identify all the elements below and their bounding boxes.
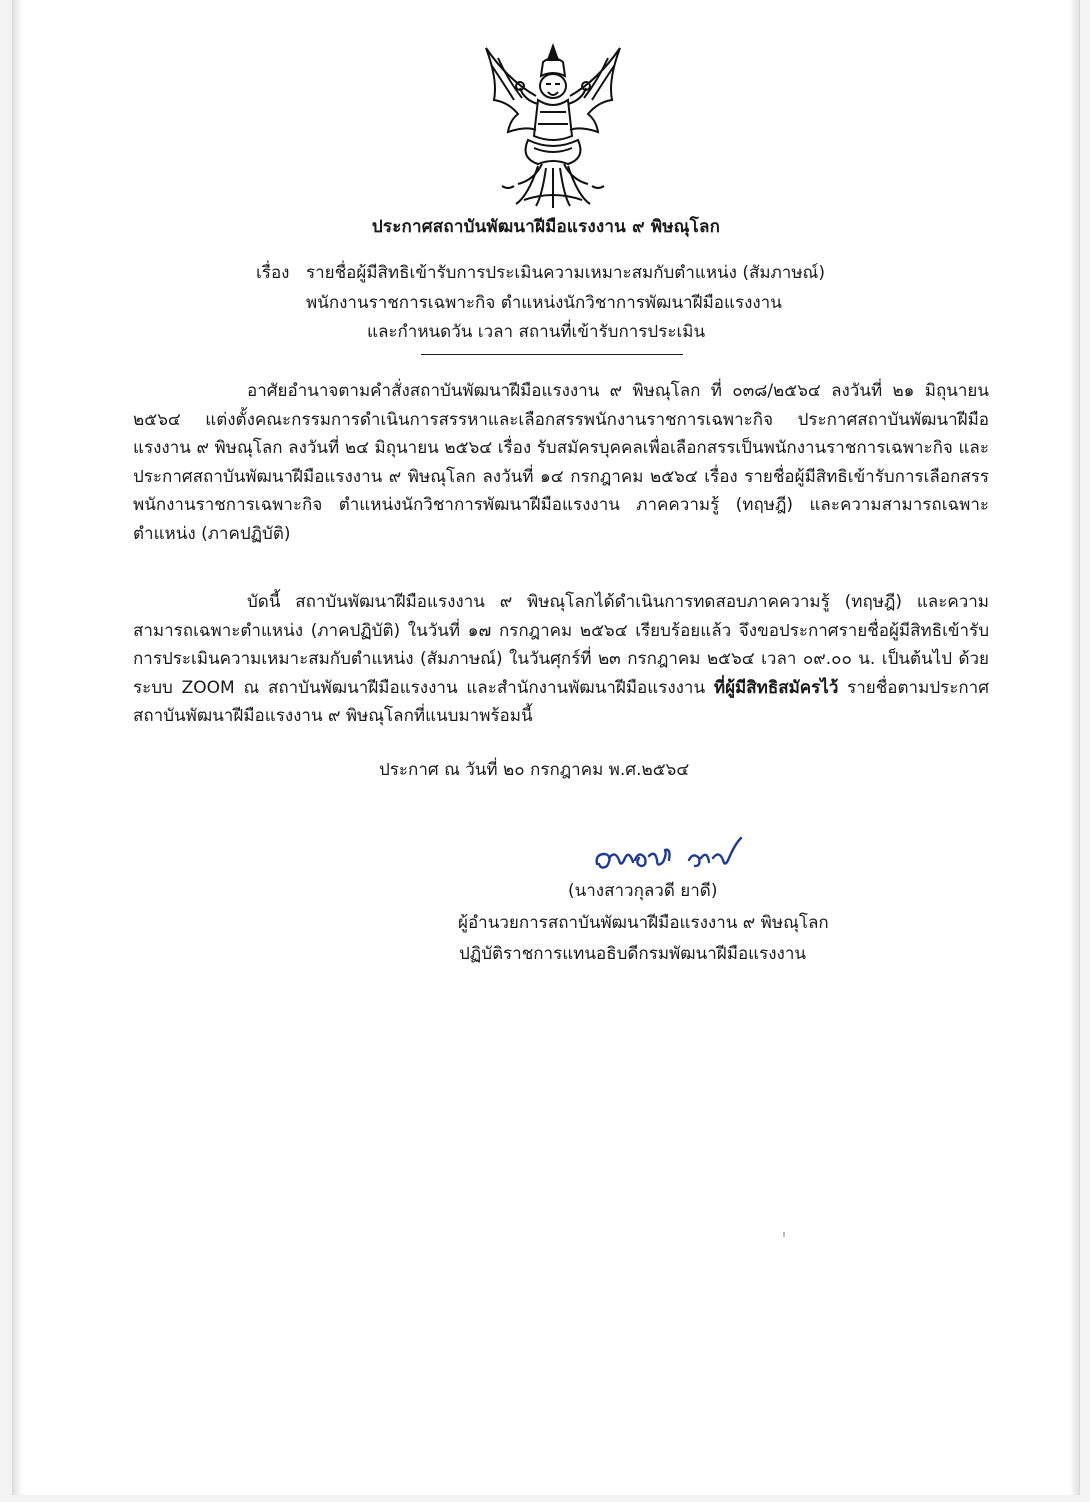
signer-title-2: ปฏิบัติราชการแทนอธิบดีกรมพัฒนาฝีมือแรงงาน bbox=[459, 944, 807, 964]
subject-line-3: และกำหนดวัน เวลา สถานที่เข้ารับการประเมิน bbox=[367, 322, 706, 342]
paragraph-1-text: อาศัยอำนาจตามคำสั่งสถาบันพัฒนาฝีมือแรงงาน ๙ พิษณุโลก ที่ ๐๓๘/๒๕๖๔ ลงวันที่ ๒๑ มิถุนายน ๒๕๖๔ แต่งตั้งคณะกรรมการดำเนินการสรรหาและเลือกสรรพนักงานราชการเฉพาะกิจ ประกาศสถาบันพัฒนาฝีมือแรงงาน ๙ พิษณุโลก ลงวันที่ ๒๔ มิถุนายน ๒๕๖๔ เรื่อง รับสมัครบุคคลเพื่อเลือกสรรเป็นพนักงานราชการเฉพาะกิจ และประกาศสถาบันพัฒนาฝีมือแรงงาน ๙ พิษณุโลก ลงวันที่ ๑๔ กรกฎาคม ๒๕๖๔ เรื่อง รายชื่อผู้มีสิทธิเข้ารับการเลือกสรรพนักงานราชการเฉพาะกิจ ตำแหน่งนักวิชาการพัฒนาฝีมือแรงงาน ภาคความรู้ (ทฤษฎี) และความสามารถเฉพาะตำแหน่ง (ภาคปฏิบัติ) bbox=[133, 381, 989, 544]
scan-speck bbox=[783, 1232, 785, 1237]
paragraph-2-bold-text: ที่ผู้มีสิทธิสมัครไว้ bbox=[713, 677, 839, 698]
signer-title-1: ผู้อำนวยการสถาบันพัฒนาฝีมือแรงงาน ๙ พิษณุโลก bbox=[458, 913, 829, 933]
document-page bbox=[12, 0, 1080, 1495]
body-paragraph-2 bbox=[133, 588, 989, 731]
subject-label: เรื่อง bbox=[256, 263, 290, 283]
garuda-emblem-icon bbox=[468, 40, 638, 210]
paragraph-2-text: บัดนี้ สถาบันพัฒนาฝีมือแรงงาน ๙ พิษณุโลกได้ดำเนินการทดสอบภาคความรู้ (ทฤษฎี) และความสามารถเฉพาะตำแหน่ง (ภาคปฏิบัติ) ในวันที่ ๑๗ กรกฎาคม ๒๕๖๔ เรียบร้อยแล้ว จึงขอประกาศรายชื่อผู้มีสิทธิเข้ารับการประเมินความเหมาะสมกับตำแหน่ง (สัมภาษณ์) ในวันศุกร์ที่ ๒๓ กรกฎาคม ๒๕๖๔ เวลา ๐๙.๐๐ น. เป็นต้นไป ด้วยระบบ ZOOM ณ สถาบันพัฒนาฝีมือแรงงาน และสำนักงานพัฒนาฝีมือแรงงาน bbox=[133, 592, 989, 698]
paragraph-2-tail-text: รายชื่อตามประกาศสถาบันพัฒนาฝีมือแรงงาน ๙ พิษณุโลกที่แนบมาพร้อมนี้ bbox=[133, 677, 989, 726]
handwritten-signature bbox=[591, 834, 751, 874]
subject-line-2: พนักงานราชการเฉพาะกิจ ตำแหน่งนักวิชาการพัฒนาฝีมือแรงงาน bbox=[306, 293, 782, 313]
announcement-date: ประกาศ ณ วันที่ ๒๐ กรกฎาคม พ.ศ.๒๕๖๔ bbox=[379, 760, 690, 780]
signer-name: (นางสาวกุลวดี ยาดี) bbox=[568, 881, 718, 901]
document-heading: ประกาศสถาบันพัฒนาฝีมือแรงงาน ๙ พิษณุโลก bbox=[371, 217, 721, 237]
body-paragraph-1 bbox=[133, 377, 989, 548]
heading-divider bbox=[421, 354, 683, 355]
subject-line-1: รายชื่อผู้มีสิทธิเข้ารับการประเมินความเหมาะสมกับตำแหน่ง (สัมภาษณ์) bbox=[306, 263, 825, 283]
